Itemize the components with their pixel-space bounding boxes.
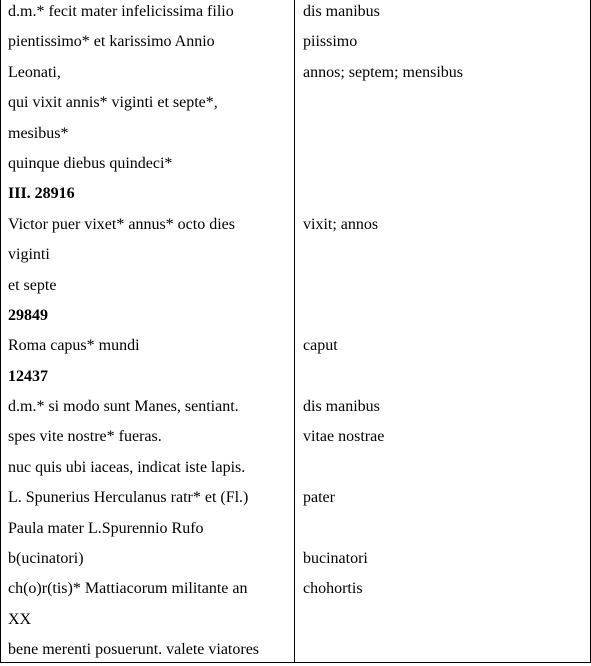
- gloss-line: chohortis: [303, 580, 363, 598]
- column-divider: [294, 0, 295, 663]
- gloss-line: [303, 88, 587, 118]
- gloss-line: [303, 514, 587, 544]
- gloss-line: [303, 635, 587, 665]
- gloss-line: [303, 271, 587, 301]
- gloss-line: [303, 119, 587, 149]
- gloss-line: [303, 362, 587, 392]
- inscription-line: d.m.* fecit mater infelicissima filio: [8, 3, 234, 20]
- inscription-line: Victor puer vixet* annus* octo dies: [8, 215, 235, 233]
- inscription-line: XX: [8, 610, 32, 628]
- inscription-line: spes vite nostre* fueras.: [8, 428, 162, 446]
- gloss-line: [303, 149, 587, 179]
- inscription-line: mesibus*: [8, 124, 69, 142]
- inscription-reference: III. 28916: [8, 185, 75, 203]
- gloss-line: pater: [303, 489, 335, 507]
- gloss-column: [303, 0, 587, 666]
- inscription-line: Leonati,: [8, 63, 61, 81]
- inscription-line: d.m.* si modo sunt Manes, sentiant.: [8, 398, 239, 416]
- inscription-line: nuc quis ubi iaceas, indicat iste lapis.: [8, 458, 246, 476]
- inscription-line: pientissimo* et karissimo Annio: [8, 33, 215, 51]
- inscription-reference: 29849: [8, 306, 48, 324]
- gloss-line: [303, 301, 587, 331]
- inscription-line: qui vixit annis* viginti et septe*,: [8, 94, 218, 112]
- gloss-line: annos; septem; mensibus: [303, 63, 463, 81]
- inscription-line: Roma capus* mundi: [8, 337, 140, 355]
- inscription-line: quinque diebus quindeci*: [8, 154, 173, 172]
- gloss-line: vitae nostrae: [303, 428, 385, 446]
- inscription-line: Paula mater L.Spurennio Rufo: [8, 519, 204, 537]
- inscription-line: et septe: [8, 276, 57, 294]
- inscription-reference: 12437: [8, 367, 48, 385]
- inscription-line: ch(o)r(tis)* Mattiacorum militante an: [8, 580, 248, 598]
- inscription-line: bene merenti posuerunt. valete viatores: [8, 641, 260, 659]
- inscription-line: b(ucinatori): [8, 550, 84, 568]
- gloss-line: piissimo: [303, 33, 358, 51]
- gloss-line: dis manibus: [303, 3, 380, 20]
- gloss-line: vixit; annos: [303, 215, 379, 233]
- gloss-line: [303, 179, 587, 209]
- gloss-line: dis manibus: [303, 398, 380, 416]
- latin-text-column: [8, 0, 292, 666]
- inscription-line: L. Spunerius Herculanus ratr* et (Fl.): [8, 489, 249, 507]
- gloss-line: [303, 605, 587, 635]
- gloss-line: bucinatori: [303, 550, 368, 568]
- gloss-line: [303, 240, 587, 270]
- gloss-line: [303, 453, 587, 483]
- gloss-line: caput: [303, 337, 338, 355]
- inscription-line: viginti: [8, 246, 50, 264]
